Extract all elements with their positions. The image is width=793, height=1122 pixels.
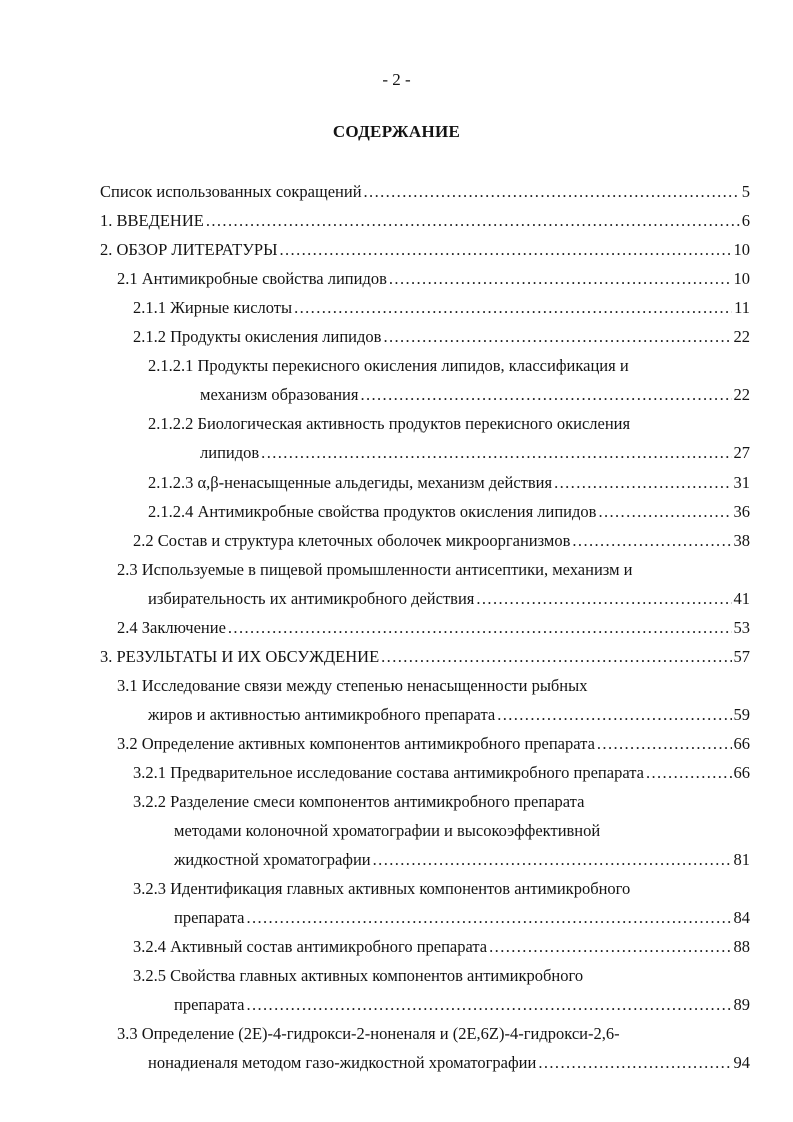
toc-entry-title: 2.1.2.4 Антимикробные свойства продуктов окисления липидов	[148, 502, 597, 521]
toc-entry-line-1	[148, 410, 750, 434]
toc-entry-page: 31	[733, 473, 750, 492]
toc-entry-title-cont: нонадиеналя методом газо-жидкостной хроматографии	[148, 1053, 537, 1072]
toc-entry-title-cont: препарата	[174, 908, 245, 927]
toc-entry-page: 10	[733, 269, 750, 288]
toc-entry	[117, 614, 750, 638]
toc-entry	[100, 236, 750, 260]
toc-entry-line-3	[174, 846, 750, 870]
toc-entry-page: 94	[733, 1053, 750, 1072]
toc-entry-title-cont: липидов	[200, 443, 260, 462]
toc-entry-line-1	[117, 556, 750, 580]
toc-entry-title: 3.2 Определение активных компонентов антимикробного препарата	[117, 734, 595, 753]
toc-entry-title: 3.2.1 Предварительное исследование состава антимикробного препарата	[133, 763, 644, 782]
toc-entry-line-1	[133, 788, 750, 812]
toc-entry-title: 2.1.1 Жирные кислоты	[133, 298, 293, 317]
toc-entry-title: 2.1.2.3 α,β-ненасыщенные альдегиды, механизм действия	[148, 473, 553, 492]
toc-entry-title: Список использованных сокращений	[100, 182, 362, 201]
toc-entry-page: 53	[733, 618, 750, 637]
toc-entry	[148, 469, 750, 493]
toc-entry-page: 11	[734, 298, 750, 317]
toc-entry-title-cont: избирательность их антимикробного действия	[148, 589, 475, 608]
toc-entry-line-2	[200, 439, 750, 463]
toc-entry-page: 36	[733, 502, 750, 521]
toc-entry-page: 6	[741, 211, 750, 230]
toc-entry-title: 3.3 Определение (2E)-4-гидрокси-2-ноненаля и (2E,6Z)-4-гидрокси-2,6-	[117, 1024, 620, 1043]
toc-entry-title: 2.3 Используемые в пищевой промышленности антисептики, механизм и	[117, 560, 633, 579]
toc-entry-page: 84	[733, 908, 750, 927]
toc-entry-title: 2.1.2 Продукты окисления липидов	[133, 327, 382, 346]
toc-entry-page: 27	[733, 443, 750, 462]
toc-entry	[100, 178, 750, 202]
toc-entry	[100, 643, 750, 667]
toc-entry	[133, 527, 750, 551]
toc-entry-title: 3.1 Исследование связи между степенью ненасыщенности рыбных	[117, 676, 588, 695]
toc-entry-line-1	[133, 962, 750, 986]
page-heading: СОДЕРЖАНИЕ	[332, 122, 461, 141]
toc-entry	[133, 759, 750, 783]
toc-entry-page: 59	[733, 705, 750, 724]
toc-entry-title: 2.1.2.2 Биологическая активность продуктов перекисного окисления	[148, 414, 631, 433]
toc-entry-title: 3.2.4 Активный состав антимикробного препарата	[133, 937, 488, 956]
toc-entry-line-2	[200, 381, 750, 405]
toc-entry-title: 1. ВВЕДЕНИЕ	[100, 211, 204, 230]
toc-entry-line-2	[174, 817, 750, 841]
toc-entry-page: 22	[733, 385, 750, 404]
toc-entry-line-2	[148, 701, 750, 725]
toc-entry-line-2	[148, 1049, 750, 1073]
toc-entry	[133, 323, 750, 347]
toc-entry-line-2	[174, 904, 750, 928]
toc-entry	[100, 207, 750, 231]
toc-entry-title: 2.1.2.1 Продукты перекисного окисления липидов, классификация и	[148, 356, 629, 375]
toc-entry-title: 3.2.2 Разделение смеси компонентов антимикробного препарата	[133, 792, 585, 811]
toc-entry-page: 10	[733, 240, 750, 259]
toc-entry-page: 57	[733, 647, 750, 666]
toc-entry-line-1	[133, 875, 750, 899]
toc-entry	[133, 294, 750, 318]
toc-entry-page: 38	[733, 531, 750, 550]
toc-entry-title-cont: методами колоночной хроматографии и высокоэффективной	[174, 821, 601, 840]
toc-entry-title: 3.2.3 Идентификация главных активных компонентов антимикробного	[133, 879, 631, 898]
toc-entry-title: 2. ОБЗОР ЛИТЕРАТУРЫ	[100, 240, 278, 259]
toc-entry-page: 89	[733, 995, 750, 1014]
toc-entry-page: 88	[733, 937, 750, 956]
toc-entry-title-cont: жиров и активностью антимикробного препарата	[148, 705, 496, 724]
toc-entry-title: 2.4 Заключение	[117, 618, 226, 637]
toc-entry-line-2	[148, 585, 750, 609]
toc-entry-title: 2.2 Состав и структура клеточных оболочек микроорганизмов	[133, 531, 571, 550]
page-number: - 2 -	[382, 70, 411, 89]
toc-entry-title-cont: жидкостной хроматографии	[174, 850, 371, 869]
toc-entry-title-cont: препарата	[174, 995, 245, 1014]
toc-entry-line-1	[117, 672, 750, 696]
toc-entry	[117, 265, 750, 289]
toc-entry	[133, 933, 750, 957]
toc-entry	[117, 730, 750, 754]
toc-entry-line-1	[117, 1020, 750, 1044]
toc-entry-title-cont: механизм образования	[200, 385, 359, 404]
toc-entry-page: 5	[741, 182, 750, 201]
toc-entry-title: 3. РЕЗУЛЬТАТЫ И ИХ ОБСУЖДЕНИЕ	[100, 647, 380, 666]
toc-entry-page: 66	[733, 734, 750, 753]
toc-entry-page: 41	[733, 589, 750, 608]
toc-entry-title: 3.2.5 Свойства главных активных компонентов антимикробного	[133, 966, 584, 985]
toc-entry-page: 22	[733, 327, 750, 346]
toc-entry-title: 2.1 Антимикробные свойства липидов	[117, 269, 387, 288]
toc-entry-page: 66	[733, 763, 750, 782]
toc-entry-page: 81	[733, 850, 750, 869]
toc-entry-line-2	[174, 991, 750, 1015]
toc-entry	[148, 498, 750, 522]
toc-entry-line-1	[148, 352, 750, 376]
